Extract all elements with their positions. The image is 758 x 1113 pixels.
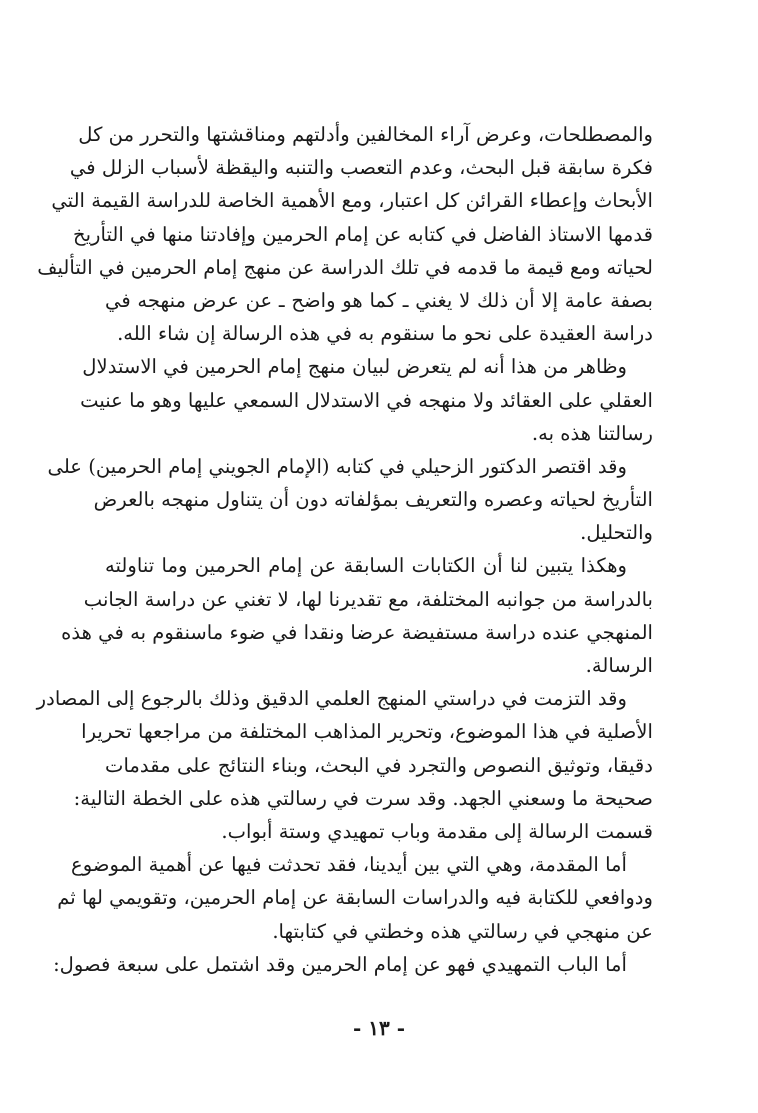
text-line: الأصلية في هذا الموضوع، وتحرير المذاهب المختلفة من مراجعها تحريرا — [81, 720, 653, 744]
text-line: صحيحة ما وسعني الجهد. وقد سرت في رسالتي هذه على الخطة التالية: — [73, 786, 653, 810]
text-line: لحياته ومع قيمة ما قدمه في تلك الدراسة عن منهج إمام الحرمين في التأليف — [37, 255, 653, 279]
body-text — [36, 118, 653, 981]
text-line: ودوافعي للكتابة فيه والدراسات السابقة عن إمام الحرمين، وتقويمي لها ثم — [57, 886, 653, 910]
text-line: المنهجي عنده دراسة مستفيضة عرضا ونقدا في ضوء ماسنقوم به في هذه — [61, 620, 653, 644]
text-line: أما المقدمة، وهي التي بين أيدينا، فقد تحدثت فيها عن أهمية الموضوع — [71, 853, 627, 877]
text-line: دراسة العقيدة على نحو ما سنقوم به في هذه الرسالة إن شاء الله. — [117, 322, 653, 346]
text-line: بصفة عامة إلا أن ذلك لا يغني ـ كما هو واضح ـ عن عرض منهجه في — [105, 288, 653, 312]
text-line: التأريخ لحياته وعصره والتعريف بمؤلفاته دون أن يتناول منهجه بالعرض — [93, 488, 653, 512]
text-line: بالدراسة من جوانبه المختلفة، مع تقديرنا لها، لا تغني عن دراسة الجانب — [83, 587, 653, 611]
text-line: وقد اقتصر الدكتور الزحيلي في كتابه (الإمام الجويني إمام الحرمين) على — [47, 454, 627, 478]
text-line: فكرة سابقة قبل البحث، وعدم التعصب والتنبه واليقظة لأسباب الزلل في — [69, 156, 653, 180]
text-line: قسمت الرسالة إلى مقدمة وباب تمهيدي وستة أبواب. — [221, 819, 653, 843]
text-line: العقلي على العقائد ولا منهجه في الاستدلال السمعي عليها وهو ما عنيت — [80, 388, 653, 412]
text-line: أما الباب التمهيدي فهو عن إمام الحرمين وقد اشتمل على سبعة فصول: — [53, 952, 627, 976]
text-line: عن منهجي في رسالتي هذه وخطتي في كتابتها. — [272, 919, 653, 943]
page-number: - ١٣ - — [352, 1016, 405, 1040]
text-line: دقيقا، وتوثيق النصوص والتجرد في البحث، وبناء النتائج على مقدمات — [105, 753, 653, 777]
text-line: وقد التزمت في دراستي المنهج العلمي الدقيق وذلك بالرجوع إلى المصادر — [36, 687, 627, 711]
text-line: رسالتنا هذه به. — [531, 421, 653, 445]
text-line: والتحليل. — [580, 521, 653, 545]
text-line: الرسالة. — [585, 654, 653, 677]
text-line: وظاهر من هذا أنه لم يتعرض لبيان منهج إمام الحرمين في الاستدلال — [82, 355, 627, 379]
text-line: الأبحاث وإعطاء القرائن كل اعتبار، ومع الأهمية الخاصة للدراسة القيمة التي — [51, 189, 653, 213]
text-line: وهكذا يتبين لنا أن الكتابات السابقة عن إمام الحرمين وما تناولته — [105, 554, 627, 578]
text-line: قدمها الاستاذ الفاضل في كتابه عن إمام الحرمين وإفادتنا منها في التأريخ — [72, 222, 653, 246]
text-line: والمصطلحات، وعرض آراء المخالفين وأدلتهم ومناقشتها والتحرر من كل — [78, 123, 653, 146]
